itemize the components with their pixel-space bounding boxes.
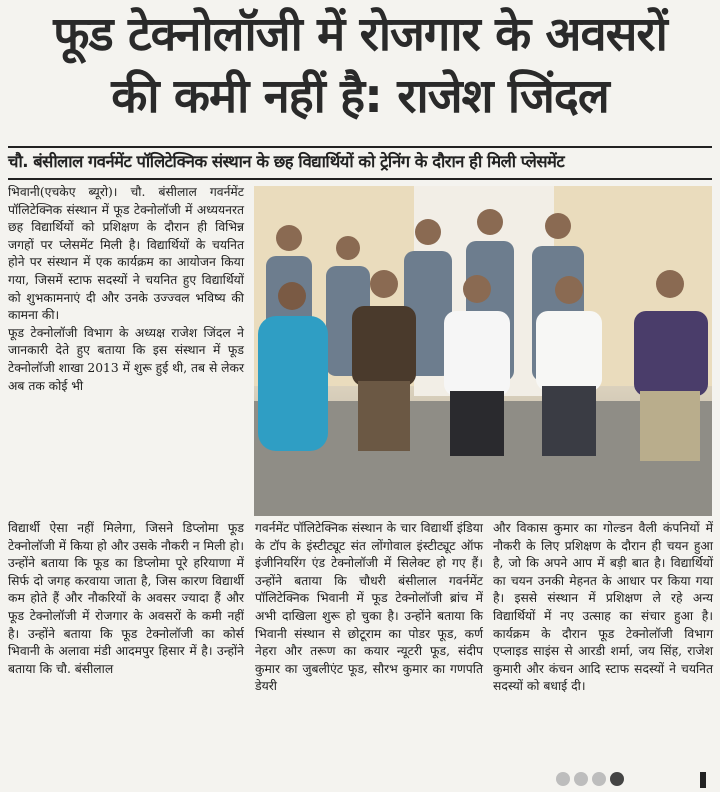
- top-rule: [8, 146, 712, 148]
- dot-icon: [592, 772, 606, 786]
- headline-line-1: फूड टेक्नोलॉजी में रोजगार के अवसरों: [53, 7, 667, 62]
- headline: [0, 4, 720, 128]
- article-column-1-bottom: विद्यार्थी ऐसा नहीं मिलेगा, जिसने डिप्लोमा फूड टेक्नोलॉजी में किया हो और उसके नौकरी न मिली हो। उन्होंने बताया कि फूड का डिप्लोमा पूरे हरियाणा में सिर्फ दो जगह करवाया जाता है, जिस कारण विद्यार्थी कम होते हैं और नौकरियों के अवसर ज्यादा हैं और फूड टेक्नोलॉजी में रोजगार के अवसरों के कमी नहीं है। उन्होंने बताया कि फूड टेक्नोलॉजी का कोर्स भिवानी के अलावा मंडी आदमपुर हिसार में है। उन्होंने बताया कि चौ. बंसीलाल: [8, 521, 244, 676]
- article-para-1: भिवानी(एचकेए ब्यूरो)। चौ. बंसीलाल गवर्नमेंट पॉलिटेक्निक संस्थान में फूड टेक्नोलॉजी में अध्ययनरत छह विद्यार्थियों को प्रशिक्षण के दौरान ही विभिन्न जगहों पर प्लेसमेंट मिली है। विद्यार्थियों के चयनित होने पर संस्थान में एक कार्यक्रम का आयोजन किया गया, जिसमें स्टाफ सदस्यों ने चयनित हुए विद्यार्थियों को शुभकामनाएं दी और उनके उज्ज्वल भविष्य की कामना की।: [8, 185, 244, 323]
- article-column-3: और विकास कुमार का गोल्डन वैली कंपनियों में नौकरी के लिए प्रशिक्षण के दौरान ही चयन हुआ है, जो कि अपने आप में बड़ी बात है। विद्यार्थियों का चयन उनकी मेहनत के आधार पर किया गया है। इससे संस्थान में प्रशिक्षण ले रहे अन्य विद्यार्थियों में नए उत्साह का संचार हुआ है। कार्यक्रम के दौरान फूड टेक्नोलॉजी विभाग एप्लाइड साइंस से आरडी शर्मा, जय सिंह, राजेश कुमारी और कंचन आदि स्टाफ सदस्यों ने चयनित सदस्यों को बधाई दी।: [493, 521, 713, 694]
- dot-icon: [556, 772, 570, 786]
- page-dots: [556, 770, 624, 788]
- dot-icon: [574, 772, 588, 786]
- dot-icon: [610, 772, 624, 786]
- group-photo: [254, 186, 712, 516]
- bottom-rule: [8, 178, 712, 180]
- group-photo-icon: [254, 186, 712, 516]
- headline-line-2: की कमी नहीं है: राजेश जिंदल: [111, 69, 609, 124]
- article-column-2: गवर्नमेंट पॉलिटेक्निक संस्थान के चार विद्यार्थी इंडिया के टॉप के इंस्टीट्यूट संत लोंगोवाल इंस्टीट्यूट ऑफ इंजीनियरिंग एंड टेक्नोलॉजी में सिलेक्ट हो गए हैं। उन्होंने बताया कि चौधरी बंसीलाल गवर्नमेंट पॉलिटेक्निक भिवानी में फूड टेक्नोलॉजी ब्रांच में अभी दाखिला शुरू हो चुका है। उन्होंने बताया कि भिवानी संस्थान से छोटूराम का पोडर फूड, कर्ण नेहरा और तरूण का कयार न्यूटरी फूड, संदीप कुमार का जुबलीएंट फूड, सौरभ कुमार का गणपति डेयरी: [255, 521, 483, 694]
- article-para-2: फूड टेक्नोलॉजी विभाग के अध्यक्ष राजेश जिंदल ने जानकारी देते हुए बताया कि इस संस्थान में फूड टेक्नोलॉजी शाखा 2013 में शुरू हुई थी, तब से लेकर अब तक कोई भी: [8, 325, 244, 393]
- article-column-1-top: [8, 184, 244, 395]
- subheadline: चौ. बंसीलाल गवर्नमेंट पॉलिटेक्निक संस्थान के छह विद्यार्थियों को ट्रेनिंग के दौरान ही मिली प्लेसमेंट: [8, 152, 565, 171]
- end-mark-icon: [700, 772, 706, 788]
